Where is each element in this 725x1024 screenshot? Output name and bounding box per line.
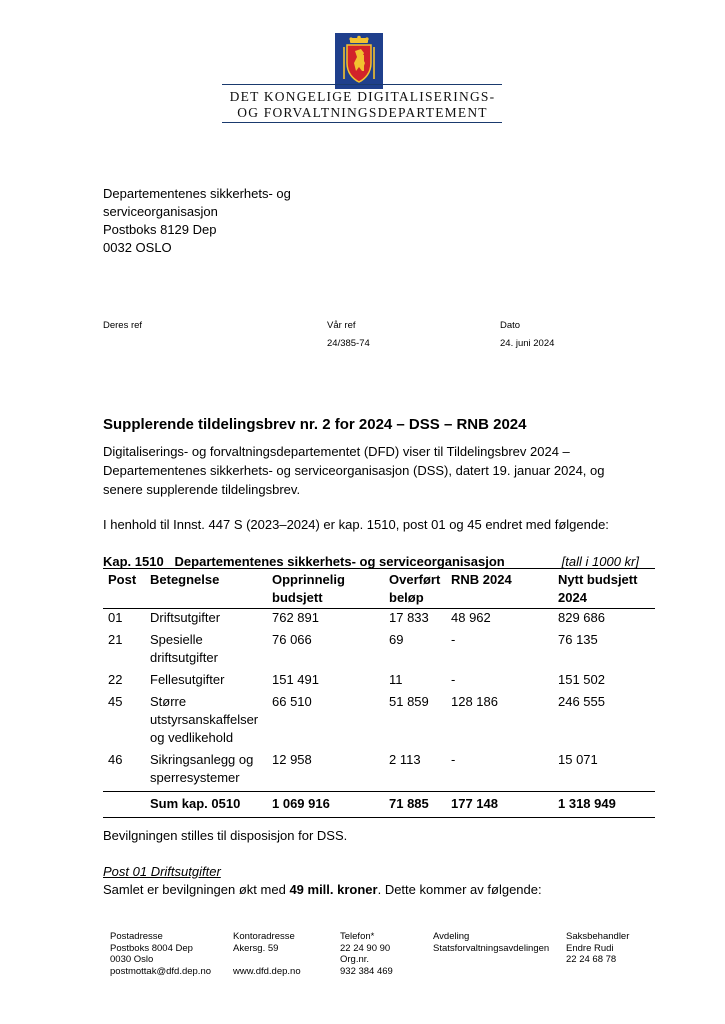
budget-table [103,568,655,818]
cell-betegnelse: Fellesutgifter [150,672,225,687]
cell-nytt: 246 555 [558,694,605,709]
footer-line: Org.nr. [340,954,370,965]
header-overfort [389,569,451,609]
cell-betegnelse: Driftsutgifter [150,610,221,625]
date-label: Dato [500,320,521,331]
cell-post: 01 [108,610,123,625]
cell-rnb: 48 962 [451,610,491,625]
cell-rnb: 128 186 [451,694,498,709]
cell-sum-post [103,792,150,818]
post01-text [103,880,643,899]
table-row [103,693,655,751]
footer-line: Endre Rudi [566,942,614,954]
cell-overfort: 17 833 [389,610,429,625]
footer-line: postmottak@dfd.dep.no [110,965,212,977]
letter-title: Supplerende tildelingsbrev nr. 2 for 2024 – DSS – RNB 2024 [103,416,527,433]
footer-line: 0030 Oslo [110,954,154,965]
post01-text-after: . Dette kommer av følgende: [377,882,542,897]
reference-paragraph: I henhold til Innst. 447 S (2023–2024) er kap. 1510, post 01 og 45 endret med følgende: [103,517,609,532]
footer-postadresse [110,931,211,977]
cell-sum-nytt: 1 318 949 [558,796,616,811]
table-row [103,751,655,792]
footer-line: 932 384 469 [340,965,393,977]
address-line: 0032 OSLO [103,240,172,255]
var-ref-value: 24/385-74 [327,338,370,349]
header-opprinnelig-line2: budsjett [272,590,323,605]
cell-sum-rnb: 177 148 [451,796,498,811]
header-post: Post [108,572,137,587]
post01-heading: Post 01 Driftsutgifter [103,864,221,879]
footer-line: Akersg. 59 [233,942,279,954]
department-name-line1: DET KONGELIGE DIGITALISERINGS- [229,89,496,104]
cell-post: 22 [108,672,123,687]
address-line: Departementenes sikkerhets- og [103,186,291,201]
footer-line: Avdeling [433,931,470,942]
department-name-line2: OG FORVALTNINGSDEPARTEMENT [237,105,488,120]
header-nytt-line1: Nytt budsjett [558,572,638,587]
cell-rnb: - [451,752,456,767]
header-opprinnelig-line1: Opprinnelig [272,572,345,587]
table-sum-row [103,792,655,818]
footer-avdeling [433,931,549,954]
cell-opprinnelig: 66 510 [272,694,312,709]
post01-text-bold: 49 mill. kroner [289,882,378,897]
footer-line: Kontoradresse [233,931,295,942]
cell-opprinnelig: 151 491 [272,672,319,687]
intro-paragraph: Digitaliserings- og forvaltningsdepartementet (DFD) viser til Tildelingsbrev 2024 – Departementenes sikkerhets- og serviceorganisasjon (DSS), datert 19. januar 2024, og senere supplerende tildelingsbrev. [103,444,605,497]
footer-line: Postadresse [110,931,163,942]
cell-rnb: - [451,672,456,687]
footer-line: Telefon* [340,931,375,942]
footer-saksbehandler [566,931,629,966]
recipient-address [103,185,291,257]
address-line: serviceorganisasjon [103,204,218,219]
cell-opprinnelig: 12 958 [272,752,312,767]
cell-opprinnelig: 76 066 [272,632,312,647]
cell-betegnelse: Sikringsanlegg og sperresystemer [150,752,254,785]
cell-nytt: 829 686 [558,610,605,625]
header-overfort-line1: Overført [389,572,441,587]
cell-nytt: 76 135 [558,632,598,647]
cell-overfort: 69 [389,632,404,647]
footer-line: 22 24 68 78 [566,954,617,965]
footer-line: Postboks 8004 Dep [110,942,193,954]
cell-opprinnelig: 762 891 [272,610,319,625]
header-nytt-line2: 2024 [558,590,587,605]
cell-betegnelse: Større utstyrsanskaffelser og vedlikehold [150,694,259,745]
cell-nytt: 151 502 [558,672,605,687]
footer-line: Statsforvaltningsavdelingen [433,942,550,954]
var-ref-label: Vår ref [327,320,356,331]
table-row [103,631,655,671]
table-row [103,609,655,632]
cell-betegnelse: Spesielle driftsutgifter [150,632,218,665]
footer-line: www.dfd.dep.no [233,965,301,977]
coat-of-arms-logo [335,33,383,89]
cell-sum-overfort: 71 885 [389,796,429,811]
header-rnb: RNB 2024 [451,572,512,587]
cell-rnb: - [451,632,456,647]
cell-sum-opprinnelig: 1 069 916 [272,796,330,811]
header-nytt [558,569,655,609]
footer-line [233,954,301,966]
table-caption-text: Kap. 1510 Departementenes sikkerhets- og serviceorganisasjon [103,554,505,569]
address-line: Postboks 8129 Dep [103,222,217,237]
header-rule-bottom [222,122,502,123]
cell-post: 46 [108,752,123,767]
cell-post: 21 [108,632,123,647]
table-caption [103,554,655,569]
post01-text-before: Samlet er bevilgningen økt med [103,882,290,897]
footer-kontoradresse [233,931,301,977]
disposition-paragraph: Bevilgningen stilles til disposisjon for DSS. [103,828,348,843]
header-rule-top [222,84,502,85]
deres-ref-label: Deres ref [103,320,143,331]
header-opprinnelig [272,569,389,609]
header-overfort-line2: beløp [389,590,424,605]
footer-line: 22 24 90 90 [340,942,391,954]
cell-sum-label: Sum kap. 0510 [150,796,241,811]
header-betegnelse: Betegnelse [150,572,220,587]
table-row [103,671,655,693]
cell-overfort: 2 113 [389,752,421,767]
cell-overfort: 11 [389,672,403,687]
cell-nytt: 15 071 [558,752,598,767]
footer-line: Saksbehandler [566,931,630,942]
footer-telefon [340,931,393,977]
date-value: 24. juni 2024 [500,338,555,349]
cell-post: 45 [108,694,123,709]
cell-overfort: 51 859 [389,694,429,709]
table-unit: [tall i 1000 kr] [561,554,639,569]
table-header-row [103,569,655,609]
